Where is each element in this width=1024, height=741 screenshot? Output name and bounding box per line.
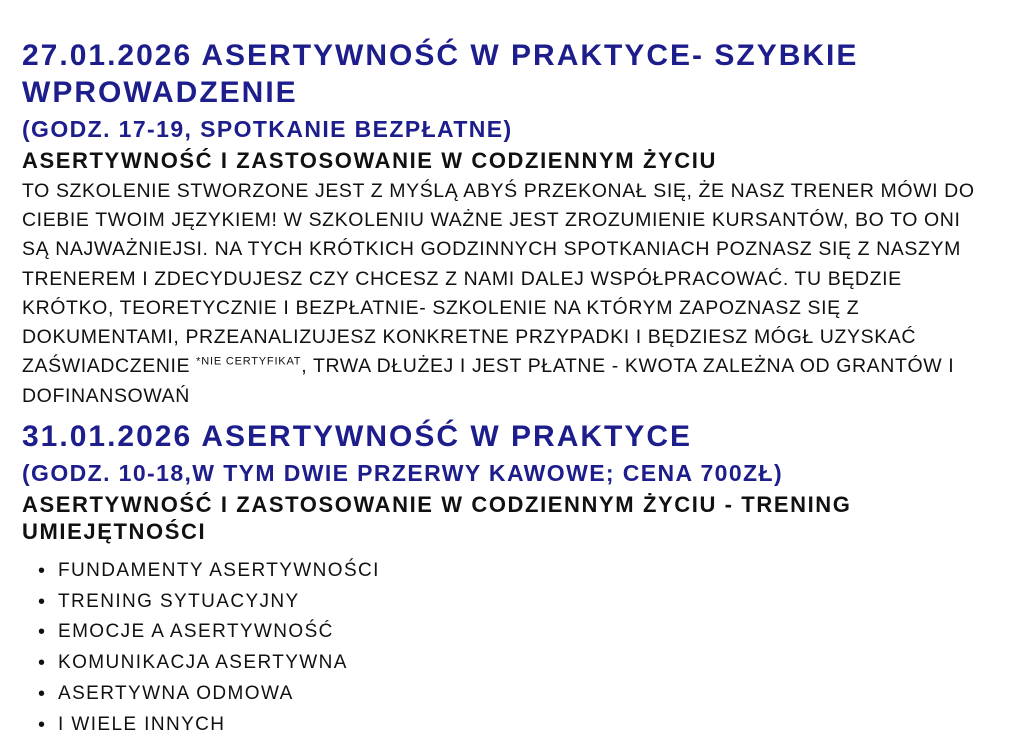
event-1-title: 27.01.2026 ASERTYWNOŚĆ W PRAKTYCE- SZYBKIE WPROWADZENIE	[22, 39, 859, 109]
event-1-description-part2: , TRWA DŁUŻEJ I JEST PŁATNE - KWOTA ZALEŻNA OD GRANTÓW I DOFINANSOWAŃ	[22, 355, 955, 407]
list-item: • ASERTYWNA ODMOWA	[58, 679, 982, 710]
list-item: • TRENING SYTUACYJNY	[58, 587, 982, 618]
document-content	[22, 38, 982, 740]
list-item: • FUNDAMENTY ASERTYWNOŚCI	[58, 556, 982, 587]
event-1-section-heading: ASERTYWNOŚĆ I ZASTOSOWANIE W CODZIENNYM ŻYCIU	[22, 147, 717, 173]
event-2-section-heading: ASERTYWNOŚĆ I ZASTOSOWANIE W CODZIENNYM ŻYCIU - TRENING UMIEJĘTNOŚCI	[22, 492, 852, 544]
event-2-subtitle: (GODZ. 10-18,W TYM DWIE PRZERWY KAWOWE; CENA 700ZŁ)	[22, 460, 784, 487]
list-item: • EMOCJE A ASERTYWNOŚĆ	[58, 617, 982, 648]
event-1-description	[22, 177, 982, 411]
event-1-description-part1: TO SZKOLENIE STWORZONE JEST Z MYŚLĄ ABYŚ PRZEKONAŁ SIĘ, ŻE NASZ TRENER MÓWI DO CIEBIE TWOIM JĘZYKIEM! W SZKOLENIU WAŻNE JEST ZROZUMIENIE KURSANTÓW, BO TO ONI SĄ NAJWAŻNIEJSI. NA TYCH KRÓTKICH GODZINNYCH SPOTKANIACH POZNASZ SIĘ Z NASZYM TRENEREM I ZDECYDUJESZ CZY CHCESZ Z NAMI DALEJ WSPÓŁPRACOWAĆ. TU BĘDZIE KRÓTKO, TEORETYCZNIE I BEZPŁATNIE- SZKOLENIE NA KTÓRYM ZAPOZNASZ SIĘ Z DOKUMENTAMI, PRZEANALIZUJESZ KONKRETNE PRZYPADKI I BĘDZIESZ MÓGŁ UZYSKAĆ ZAŚWIADCZENIE	[22, 179, 975, 378]
event-2-title: 31.01.2026 ASERTYWNOŚĆ W PRAKTYCE	[22, 419, 693, 453]
event-1-footnote: *NIE CERTYFIKAT	[196, 355, 302, 368]
list-item: • KOMUNIKACJA ASERTYWNA	[58, 648, 982, 679]
event-1-subtitle: (GODZ. 17-19, SPOTKANIE BEZPŁATNE)	[22, 116, 513, 143]
event-2-bullet-list	[22, 556, 982, 741]
list-item: • I WIELE INNYCH	[58, 710, 982, 741]
